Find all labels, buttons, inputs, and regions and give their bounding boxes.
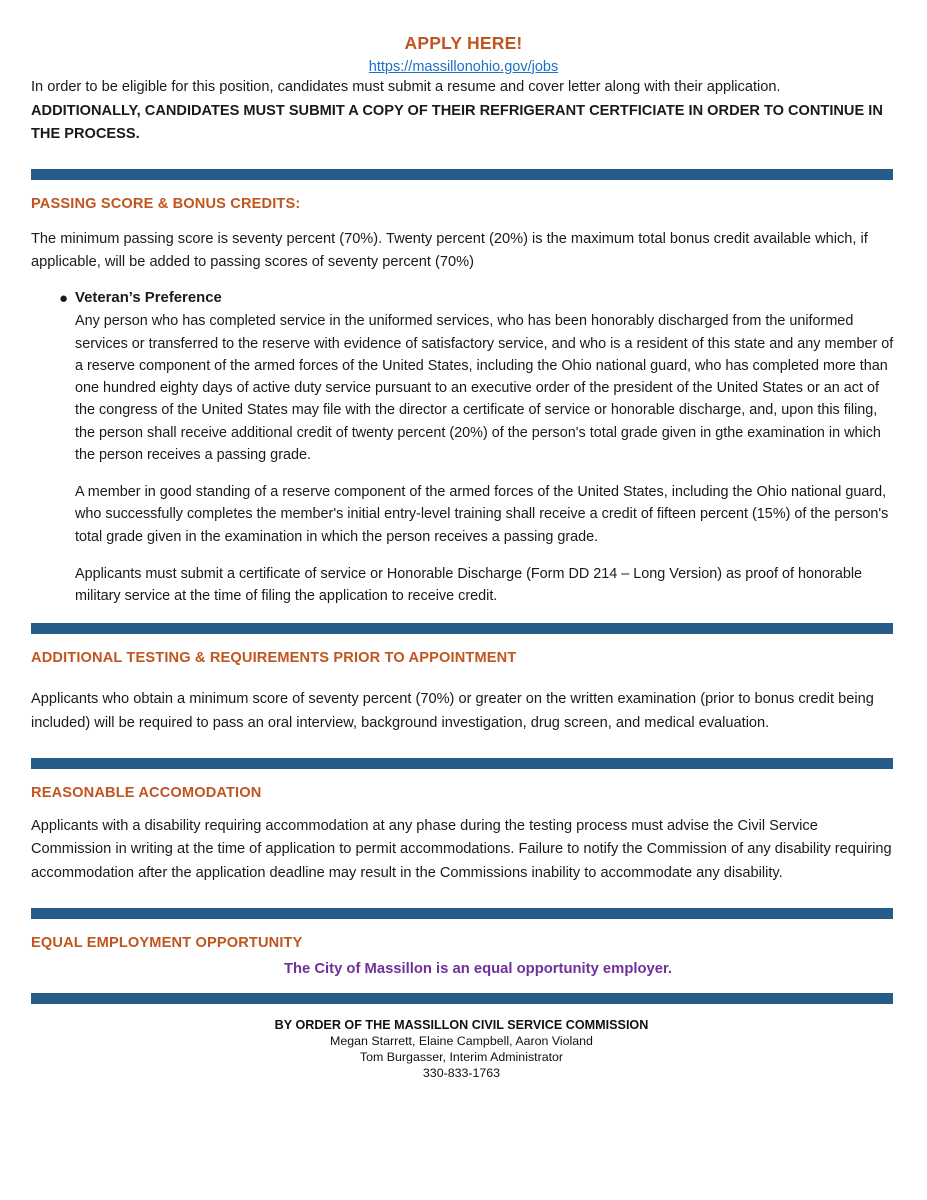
divider-bar-equal-employment [31, 908, 893, 919]
reasonable-accommodation-body: Applicants with a disability requiring accommodation at any phase during the testing process must advise the Civil Service Commission in writing at the time of application to permit accommodations. Failure to notify the Commission of any disability requiring accommodation after the application deadline may result in the Commissions inability to accommodate any disability. [31, 817, 892, 881]
additional-testing-section [0, 650, 927, 735]
veterans-paragraph-1: Any person who has completed service in the uniformed services, who has been honorably discharged from the uniformed services or transferred to the reserve with evidence of satisfactory service, and who is a resident of this state and any member of a reserve component of the armed forces of the United States, including the Ohio national guard, who has completed more than one hundred eighty days of active duty service pursuant to an executive order of the president of the United States or an act of the congress of the United States may file with the director a certificate of service or honorable discharge, and, upon this filing, the person shall receive additional credit of twenty percent (20%) of the person's total grade given in gthe examination in which the person receives a passing grade. [75, 313, 894, 463]
footer-block [0, 1017, 927, 1081]
section-heading-additional-testing: ADDITIONAL TESTING & REQUIREMENTS PRIOR TO APPOINTMENT [31, 650, 517, 667]
reasonable-accommodation-section [0, 785, 927, 886]
section-heading-reasonable-accommodation: REASONABLE ACCOMODATION [31, 784, 262, 801]
intro-section [0, 76, 927, 147]
veterans-preference-label: Veteran’s Preference [75, 290, 222, 307]
veterans-paragraph-3: Applicants must submit a certificate of service or Honorable Discharge (Form DD 214 – Long Version) as proof of honorable military service at the time of filing the application to receive credit. [75, 565, 863, 605]
equal-opportunity-statement: The City of Massillon is an equal opportunity employer. [283, 960, 673, 977]
section-heading-passing-score: PASSING SCORE & BONUS CREDITS: [31, 195, 301, 212]
divider-bar-reasonable-accommodation [31, 758, 893, 769]
apply-here-title: APPLY HERE! [404, 33, 523, 53]
apply-url-link[interactable]: https://massillonohio.gov/jobs [368, 58, 559, 75]
footer-order-line: BY ORDER OF THE MASSILLON CIVIL SERVICE COMMISSION [274, 1017, 649, 1032]
intro-line-2: ADDITIONALLY, CANDIDATES MUST SUBMIT A COPY OF THEIR REFRIGERANT CERTFICIATE IN ORDER TO CONTINUE IN THE PROCESS. [31, 102, 883, 143]
intro-line-1: In order to be eligible for this position, candidates must submit a resume and cover letter along with their application. [31, 78, 781, 95]
veterans-preference-bullet [59, 287, 897, 310]
intro-paragraph [31, 76, 897, 147]
additional-testing-body: Applicants who obtain a minimum score of seventy percent (70%) or greater on the written examination (prior to bonus credit being included) will be required to pass an oral interview, background investigation, drug screen, and medical evaluation. [31, 691, 874, 731]
veterans-paragraph-2: A member in good standing of a reserve component of the armed forces of the United States, including the Ohio national guard, who successfully completes the member's initial entry-level training shall receive a credit of fifteen percent (15%) of the person's total grade given in the examination in which the person receives a passing grade. [75, 484, 889, 545]
divider-bar-footer [31, 993, 893, 1004]
divider-bar-passing-score [31, 169, 893, 180]
section-heading-equal-employment: EQUAL EMPLOYMENT OPPORTUNITY [31, 934, 303, 951]
equal-employment-section [0, 935, 927, 977]
footer-commissioners: Megan Starrett, Elaine Campbell, Aaron Violand [330, 1033, 593, 1048]
passing-score-intro: The minimum passing score is seventy percent (70%). Twenty percent (20%) is the maximum total bonus credit available which, if applicable, will be added to passing scores of seventy percent (70%) [31, 230, 868, 271]
apply-header [0, 0, 927, 76]
divider-bar-additional-testing [31, 623, 893, 634]
footer-administrator: Tom Burgasser, Interim Administrator [359, 1049, 564, 1064]
footer-phone: 330-833-1763 [422, 1065, 501, 1080]
bullet-dot-icon: ● [59, 290, 69, 308]
passing-score-section [0, 196, 927, 608]
